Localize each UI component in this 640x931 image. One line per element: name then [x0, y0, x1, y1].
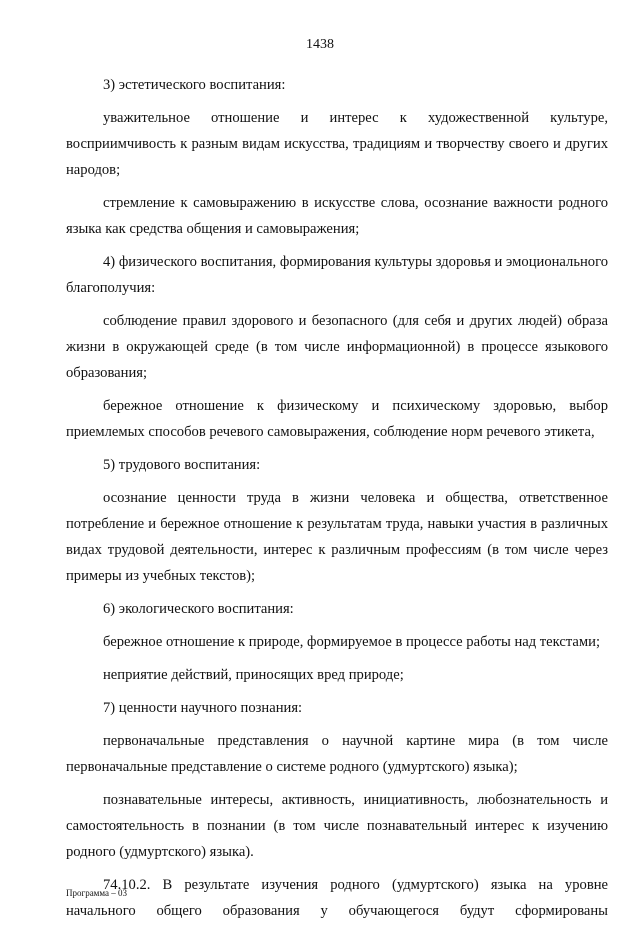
paragraph-physical-heading: 4) физического воспитания, формирования культуры здоровья и эмоционального благополучия:	[66, 254, 608, 296]
document-body	[66, 72, 608, 931]
paragraph-aesthetic-heading: 3) эстетического воспитания:	[103, 77, 286, 93]
paragraph-science-heading: 7) ценности научного познания:	[103, 700, 303, 716]
paragraph-nature-harm: неприятие действий, приносящих вред природе;	[103, 667, 404, 683]
paragraph-section-74-10-2: 74.10.2. В результате изучения родного (удмуртского) языка на уровне начального общего образования у обучающегося будут сформированы	[66, 877, 608, 919]
paragraph-healthy-lifestyle: соблюдение правил здорового и безопасного (для себя и других людей) образа жизни в окружающей среде (в том числе информационной) в процессе языкового образования;	[66, 313, 608, 381]
paragraph-world-picture: первоначальные представления о научной картине мира (в том числе первоначальные представление о системе родного (удмуртского) языка);	[66, 733, 608, 775]
paragraph-cognitive-interests: познавательные интересы, активность, инициативность, любознательность и самостоятельность в познании (в том числе познавательный интерес к изучению родного (удмуртского) языка).	[66, 792, 608, 860]
footer-program-label: Программа – 03	[66, 888, 128, 898]
paragraph-ecology-heading: 6) экологического воспитания:	[103, 601, 294, 617]
paragraph-labor-value: осознание ценности труда в жизни человека и общества, ответственное потребление и бережное отношение к результатам труда, навыки участия в различных видах трудовой деятельности, интерес к различным профессиям (в том числе через примеры из учебных текстов);	[66, 490, 608, 584]
paragraph-health-care: бережное отношение к физическому и психическому здоровью, выбор приемлемых способов речевого самовыражения, соблюдение норм речевого этикета,	[66, 398, 608, 440]
paragraph-self-expression: стремление к самовыражению в искусстве слова, осознание важности родного языка как средства общения и самовыражения;	[66, 195, 608, 237]
paragraph-nature-care: бережное отношение к природе, формируемое в процессе работы над текстами;	[103, 634, 600, 650]
page-number: 1438	[306, 37, 334, 52]
paragraph-labor-heading: 5) трудового воспитания:	[103, 457, 261, 473]
paragraph-respect-culture: уважительное отношение и интерес к художественной культуре, восприимчивость к разным видам искусства, традициям и творчеству своего и других народов;	[66, 110, 608, 178]
